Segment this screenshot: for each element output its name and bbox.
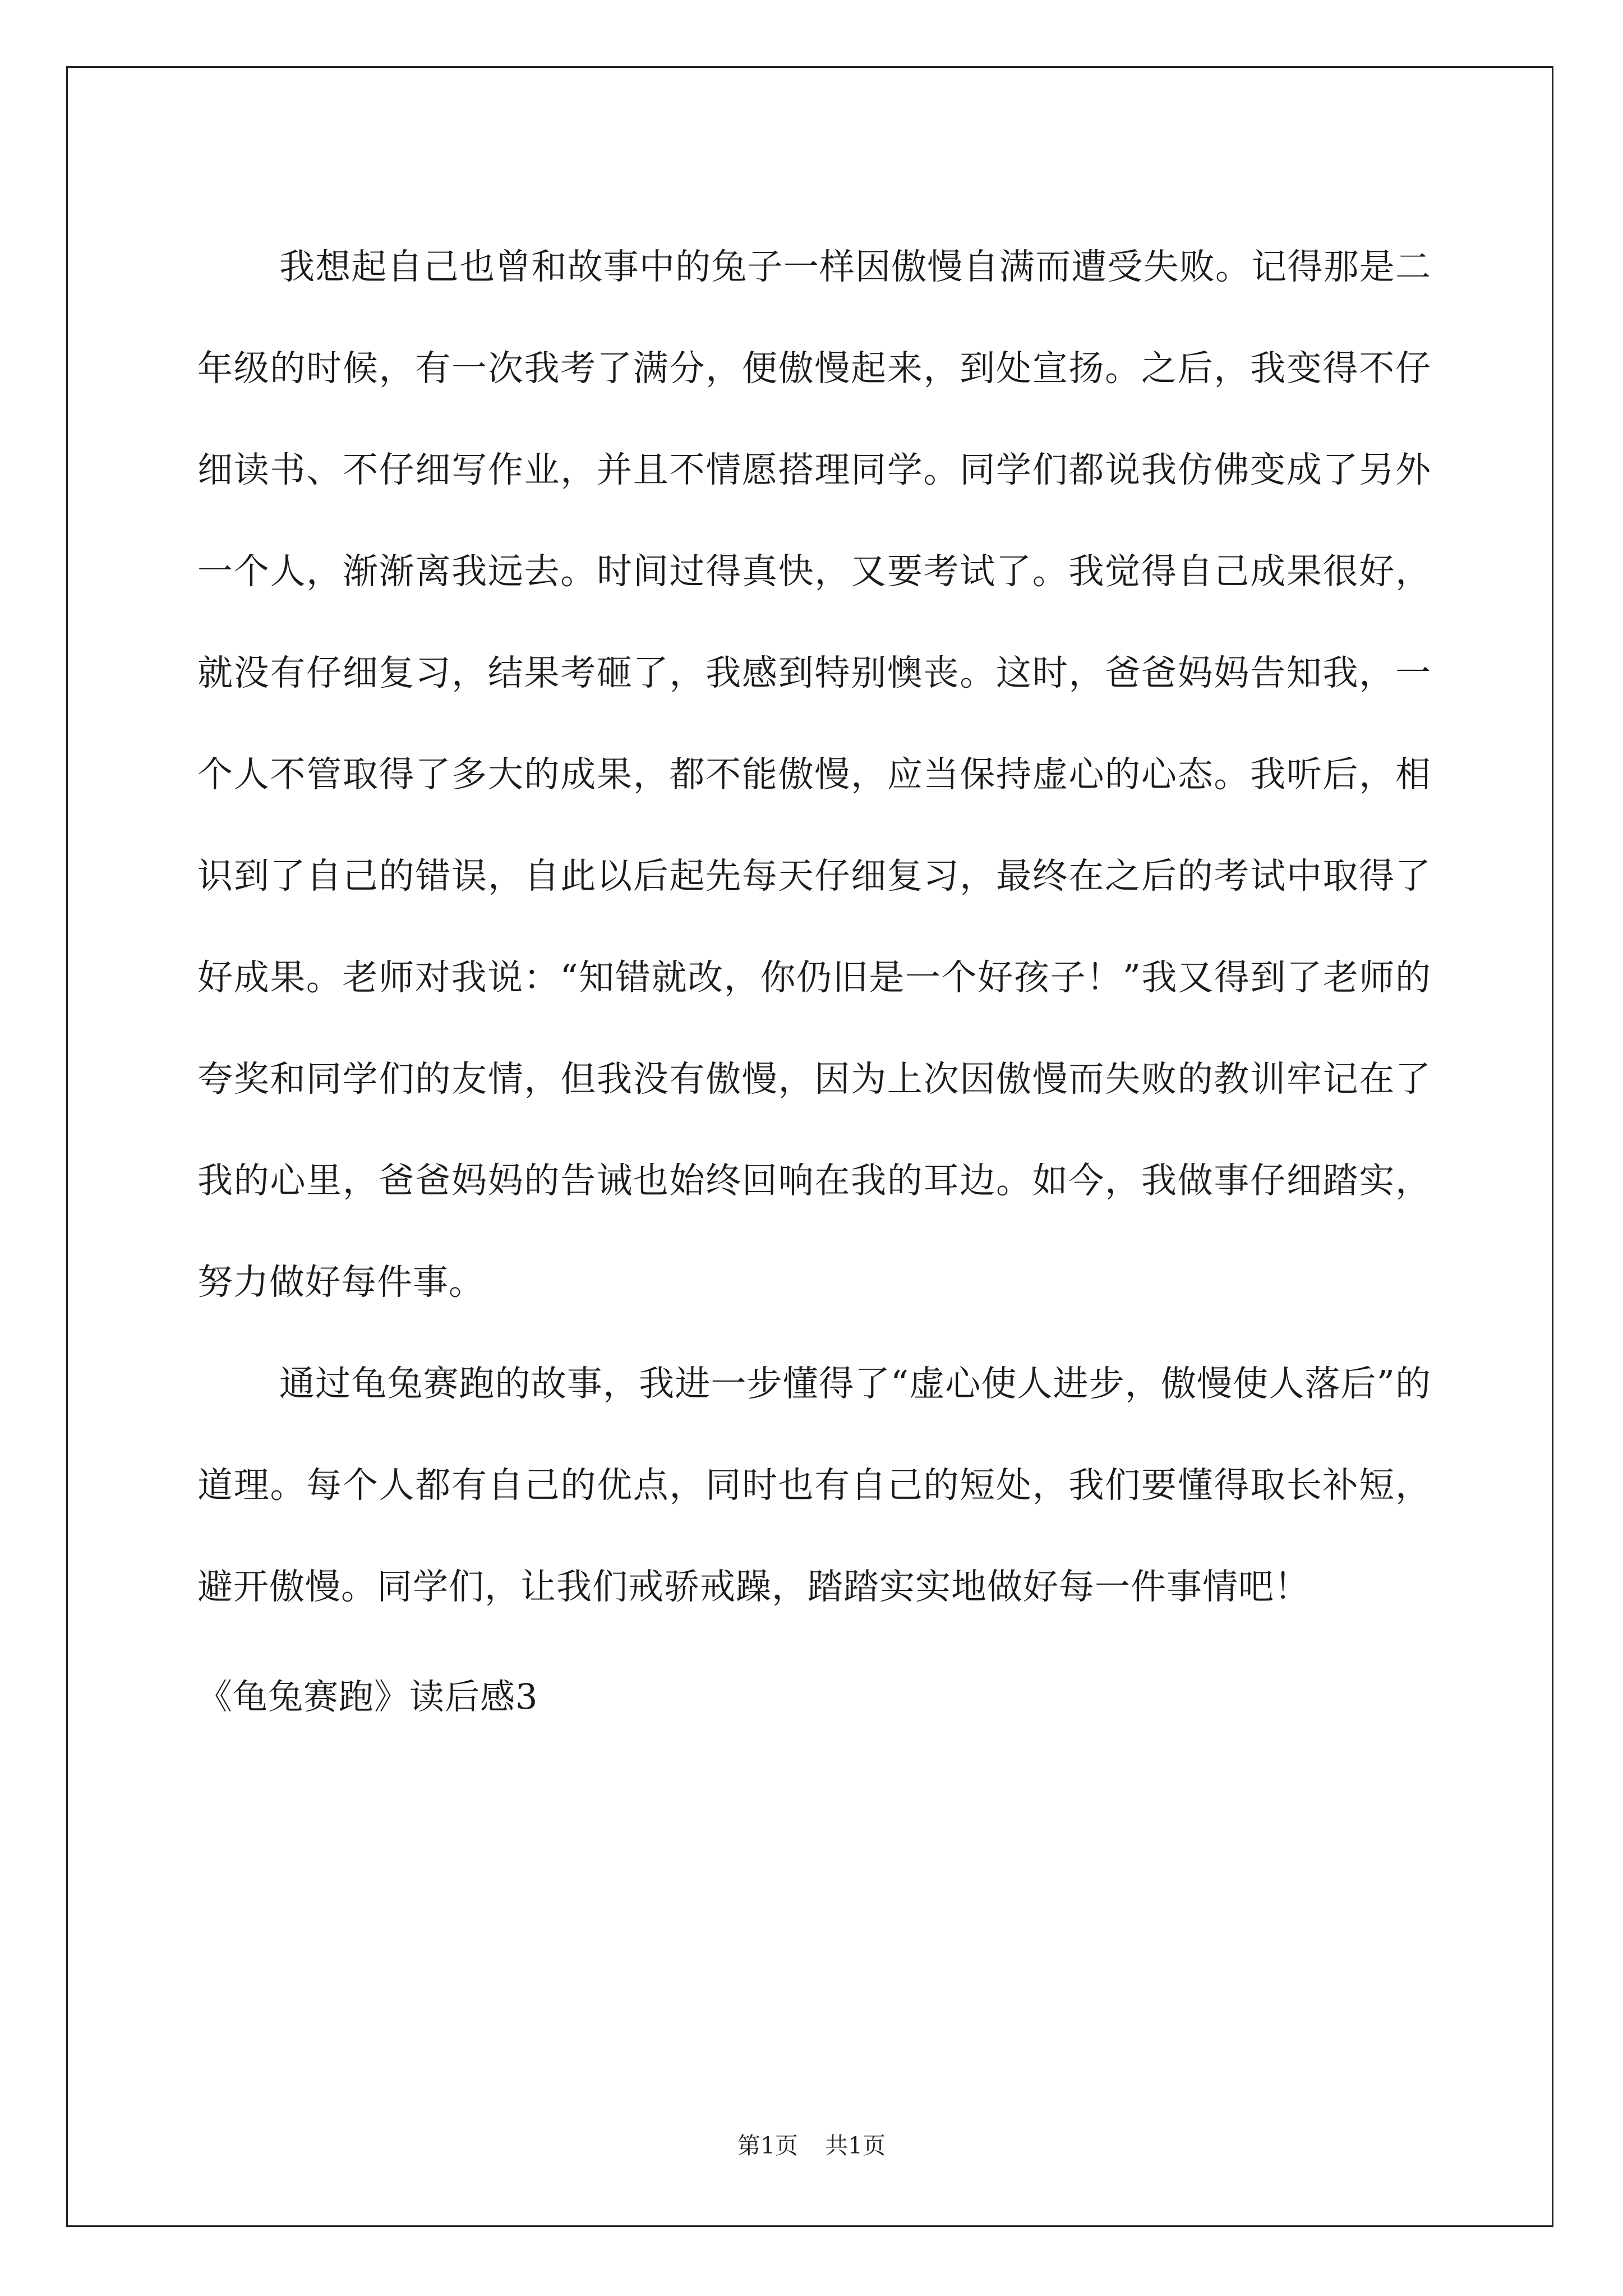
page-footer xyxy=(0,2127,1623,2160)
paragraph-1: 我想起自己也曾和故事中的兔子一样因傲慢自满而遭受失败。记得那是二年级的时候，有一次我考了满分，便傲慢起来，到处宣扬。之后，我变得不仔细读书、不仔细写作业，并且不情愿搭理同学。同学们都说我仿佛变成了另外一个人，渐渐离我远去。时间过得真快，又要考试了。我觉得自己成果很好，就没有仔细复习，结果考砸了，我感到特别懊丧。这时，爸爸妈妈告知我，一个人不管取得了多大的成果，都不能傲慢，应当保持虚心的心态。我听后，相识到了自己的错误，自此以后起先每天仔细复习，最终在之后的考试中取得了好成果。老师对我说：“知错就改，你仍旧是一个好孩子！”我又得到了老师的夸奖和同学们的友情，但我没有傲慢，因为上次因傲慢而失败的教训牢记在了我的心里，爸爸妈妈的告诫也始终回响在我的耳边。如今，我做事仔细踏实，努力做好每件事。 xyxy=(197,246,1431,1303)
section-heading: 《龟兔赛跑》读后感3 xyxy=(197,1676,538,1717)
page-total: 共1页 xyxy=(825,2132,886,2159)
paragraph-2: 通过龟兔赛跑的故事，我进一步懂得了“虚心使人进步，傲慢使人落后”的道理。每个人都有自己的优点，同时也有自己的短处，我们要懂得取长补短，避开傲慢。同学们，让我们戒骄戒躁，踏踏实实地做好每一件事情吧！ xyxy=(197,1363,1431,1607)
document-body xyxy=(197,216,1431,1736)
page-number: 第1页 xyxy=(737,2132,798,2159)
